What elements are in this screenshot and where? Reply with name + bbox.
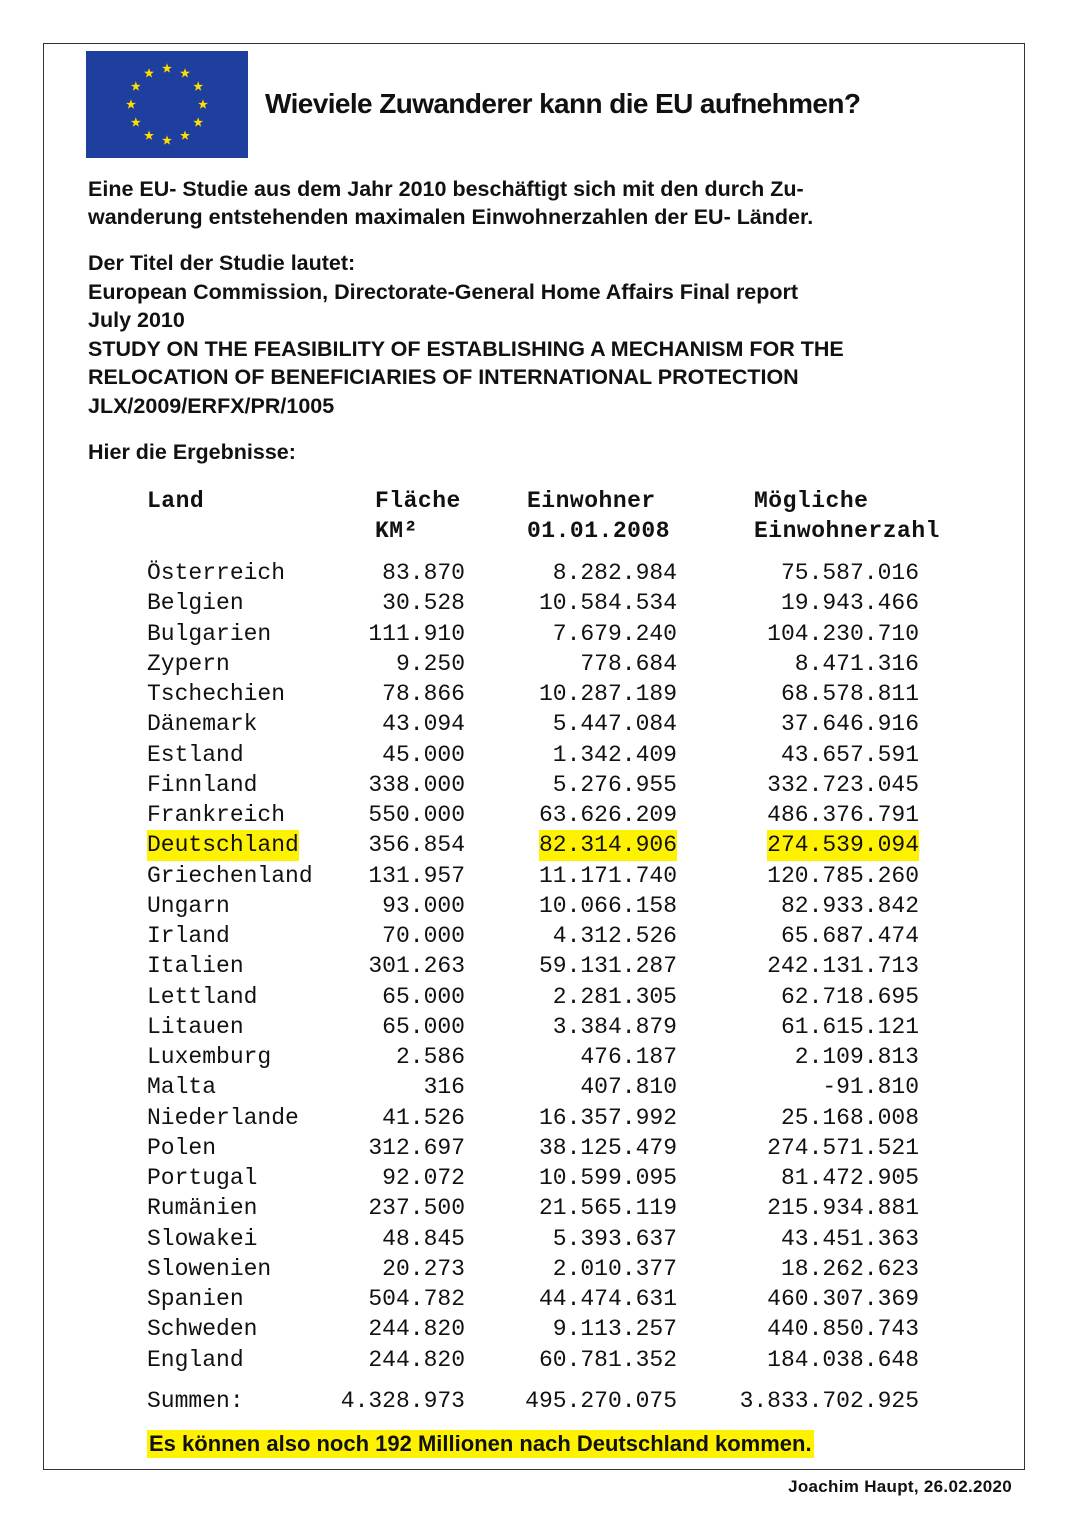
population-value: 407.810 (580, 1074, 677, 1101)
table-row (0, 1072, 1070, 1102)
table-row (0, 921, 1070, 951)
max-population-value: 8.471.316 (794, 650, 919, 677)
header-max-population (754, 486, 940, 546)
country-name: Zypern (147, 650, 230, 677)
table-row (0, 1163, 1070, 1193)
area-value: 30.528 (382, 590, 465, 617)
area-value: 244.820 (368, 1316, 465, 1343)
area-value: 41.526 (382, 1104, 465, 1131)
table-row (0, 558, 1070, 588)
country-name: Griechenland (147, 862, 313, 889)
country-name: Estland (147, 741, 244, 768)
country-name: Dänemark (147, 711, 258, 738)
max-population-value: 82.933.842 (780, 892, 919, 919)
author-signature: Joachim Haupt, 26.02.2020 (788, 1477, 1012, 1496)
population-value: 5.276.955 (552, 771, 677, 798)
max-population-value: 460.307.369 (767, 1286, 919, 1312)
population-value: 10.584.534 (538, 590, 677, 617)
max-population-value: 486.376.791 (767, 802, 919, 828)
population-value: 5.447.084 (552, 711, 677, 738)
population-value: 476.187 (580, 1044, 677, 1070)
header-population (527, 486, 670, 546)
country-name: Frankreich (147, 802, 286, 828)
max-population-value: 43.451.363 (780, 1225, 919, 1252)
table-row (0, 619, 1070, 649)
table-row (0, 1103, 1070, 1133)
country-name: Lettland (147, 983, 258, 1010)
study-line: July 2010 (88, 308, 185, 332)
table-row (0, 1012, 1070, 1042)
area-value: 70.000 (382, 923, 465, 949)
area-value: 83.870 (382, 560, 465, 586)
area-value: 93.000 (382, 892, 465, 919)
table-row (0, 1314, 1070, 1344)
max-population-value: -91.810 (822, 1074, 919, 1101)
area-value: 43.094 (382, 711, 465, 738)
study-line: Der Titel der Studie lautet: (88, 251, 356, 275)
population-value: 44.474.631 (538, 1286, 677, 1312)
table-row (0, 951, 1070, 981)
page-title: Wieviele Zuwanderer kann die EU aufnehmen? (265, 88, 861, 119)
population-value: 59.131.287 (538, 953, 677, 980)
eu-flag (86, 51, 248, 158)
area-value: 504.782 (368, 1286, 465, 1312)
table-row (0, 1345, 1070, 1375)
table-row (0, 1042, 1070, 1072)
country-name: Malta (147, 1074, 217, 1101)
country-name: Deutschland (147, 830, 299, 860)
country-name: Italien (147, 953, 244, 980)
area-value: 356.854 (368, 832, 465, 859)
header-population-date: 01.01.2008 (527, 518, 671, 544)
country-name: Schweden (147, 1316, 258, 1343)
population-value: 82.314.906 (539, 830, 677, 860)
country-name: Litauen (147, 1013, 244, 1040)
sum-population: 495.270.075 (525, 1388, 677, 1414)
country-name: Portugal (147, 1165, 258, 1191)
population-value: 60.781.352 (538, 1346, 677, 1373)
max-population-value: 120.785.260 (767, 862, 919, 889)
area-value: 78.866 (382, 681, 465, 707)
population-value: 9.113.257 (552, 1316, 677, 1343)
table-row (0, 770, 1070, 800)
country-name: Spanien (147, 1286, 244, 1312)
table-row (0, 679, 1070, 709)
intro-paragraph (88, 175, 813, 231)
max-population-value: 25.168.008 (780, 1104, 919, 1131)
table-row (0, 830, 1070, 860)
table-row (0, 1133, 1070, 1163)
table-row (0, 588, 1070, 618)
sum-max-population: 3.833.702.925 (739, 1388, 919, 1414)
country-name: Polen (147, 1134, 217, 1161)
conclusion: Es können also noch 192 Millionen nach Deutschland kommen. (149, 1431, 812, 1456)
population-value: 63.626.209 (538, 802, 677, 828)
area-value: 9.250 (395, 650, 465, 677)
table-row (0, 1254, 1070, 1284)
intro-line: Eine EU- Studie aus dem Jahr 2010 beschäftigt sich mit den durch Zu- (88, 177, 804, 201)
header-area (375, 486, 461, 546)
header-area-unit: KM² (375, 518, 418, 544)
results-label: Hier die Ergebnisse: (88, 440, 296, 464)
area-value: 45.000 (382, 741, 465, 768)
max-population-value: 43.657.591 (780, 741, 919, 768)
study-line: European Commission, Directorate-General Home Affairs Final report (88, 279, 799, 304)
intro-line: wanderung entstehenden maximalen Einwohnerzahlen der EU- Länder. (88, 205, 814, 229)
country-name: Belgien (147, 590, 244, 617)
area-value: 65.000 (382, 1013, 465, 1040)
area-value: 237.500 (368, 1195, 465, 1222)
sum-area: 4.328.973 (340, 1388, 465, 1414)
area-value: 20.273 (382, 1255, 465, 1282)
max-population-value: 440.850.743 (767, 1316, 919, 1343)
country-name: England (147, 1346, 244, 1373)
max-population-value: 62.718.695 (780, 983, 919, 1010)
table-row (0, 709, 1070, 739)
study-reference (88, 249, 844, 420)
population-value: 8.282.984 (552, 560, 677, 586)
max-population-value: 184.038.648 (767, 1346, 919, 1373)
area-value: 2.586 (395, 1044, 465, 1070)
population-value: 2.281.305 (552, 983, 677, 1010)
population-value: 5.393.637 (552, 1225, 677, 1252)
max-population-value: 19.943.466 (780, 590, 919, 617)
country-name: Österreich (147, 560, 286, 586)
max-population-value: 104.230.710 (767, 620, 919, 647)
population-value: 10.066.158 (538, 892, 677, 919)
eu-flag-icon (86, 51, 248, 158)
country-table (0, 558, 1070, 1375)
country-name: Slowenien (147, 1255, 272, 1282)
country-name: Luxemburg (147, 1044, 272, 1070)
area-value: 244.820 (368, 1346, 465, 1373)
max-population-value: 68.578.811 (780, 681, 919, 707)
header-land (147, 486, 204, 516)
country-name: Niederlande (147, 1104, 299, 1131)
population-value: 7.679.240 (552, 620, 677, 647)
sum-row (0, 1386, 1070, 1416)
max-population-value: 274.571.521 (767, 1134, 919, 1161)
table-row (0, 649, 1070, 679)
area-value: 48.845 (382, 1225, 465, 1252)
population-value: 4.312.526 (552, 923, 677, 949)
study-line: JLX/2009/ERFX/PR/1005 (88, 393, 335, 418)
header-area-label: Fläche (375, 488, 461, 514)
table-row (0, 1284, 1070, 1314)
table-row (0, 1224, 1070, 1254)
population-value: 2.010.377 (552, 1255, 677, 1282)
max-population-value: 242.131.713 (767, 953, 919, 980)
country-name: Bulgarien (147, 620, 272, 647)
table-row (0, 982, 1070, 1012)
country-name: Tschechien (147, 681, 286, 707)
country-name: Irland (147, 923, 230, 949)
header-land-label: Land (147, 488, 205, 514)
max-population-value: 332.723.045 (767, 771, 919, 798)
max-population-value: 81.472.905 (780, 1165, 919, 1191)
area-value: 301.263 (368, 953, 465, 980)
study-line: RELOCATION OF BENEFICIARIES OF INTERNATIONAL PROTECTION (88, 365, 799, 389)
max-population-value: 65.687.474 (780, 923, 919, 949)
header-population-label: Einwohner (527, 488, 656, 514)
table-row (0, 800, 1070, 830)
population-value: 11.171.740 (538, 862, 677, 889)
population-value: 10.287.189 (538, 681, 677, 707)
sum-label: Summen: (147, 1388, 244, 1414)
country-name: Rumänien (147, 1195, 258, 1222)
max-population-value: 274.539.094 (767, 830, 919, 860)
population-value: 1.342.409 (552, 741, 677, 768)
population-value: 38.125.479 (538, 1134, 677, 1161)
max-population-value: 37.646.916 (780, 711, 919, 738)
area-value: 92.072 (382, 1165, 465, 1191)
max-population-value: 61.615.121 (780, 1013, 919, 1040)
max-population-value: 18.262.623 (780, 1255, 919, 1282)
country-name: Ungarn (147, 892, 230, 919)
area-value: 131.957 (368, 862, 465, 889)
header-max-label-2: Einwohnerzahl (754, 518, 940, 544)
table-row (0, 1193, 1070, 1223)
area-value: 316 (423, 1074, 465, 1101)
header-max-label-1: Mögliche (754, 488, 869, 514)
table-row (0, 861, 1070, 891)
population-value: 21.565.119 (538, 1195, 677, 1222)
country-name: Slowakei (147, 1225, 258, 1252)
country-name: Finnland (147, 771, 258, 798)
max-population-value: 75.587.016 (780, 560, 919, 586)
table-row (0, 740, 1070, 770)
population-value: 10.599.095 (538, 1165, 677, 1191)
max-population-value: 215.934.881 (767, 1195, 919, 1222)
population-value: 16.357.992 (538, 1104, 677, 1131)
study-line: STUDY ON THE FEASIBILITY OF ESTABLISHING A MECHANISM FOR THE (88, 336, 844, 361)
area-value: 338.000 (368, 771, 465, 798)
area-value: 312.697 (368, 1134, 465, 1161)
max-population-value: 2.109.813 (794, 1044, 919, 1070)
area-value: 550.000 (368, 802, 465, 828)
area-value: 111.910 (368, 620, 465, 647)
population-value: 3.384.879 (552, 1013, 677, 1040)
population-value: 778.684 (580, 650, 677, 677)
area-value: 65.000 (382, 983, 465, 1010)
table-row (0, 891, 1070, 921)
